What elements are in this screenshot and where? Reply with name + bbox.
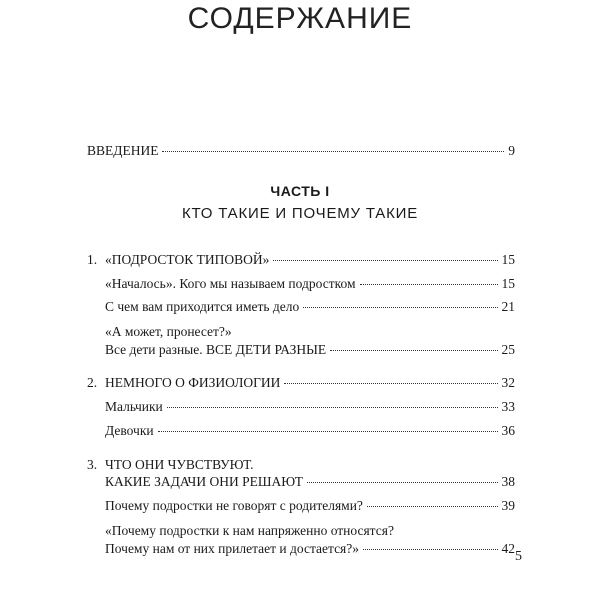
- leader-dots: [303, 307, 497, 308]
- toc-entry-title: Мальчики: [105, 399, 163, 414]
- leader-dots: [158, 431, 498, 432]
- toc-entry-title: Все дети разные. ВСЕ ДЕТИ РАЗНЫЕ: [105, 342, 327, 357]
- toc-chapter-3[interactable]: [105, 474, 515, 490]
- part-subtitle: КТО ТАКИЕ И ПОЧЕМУ ТАКИЕ: [181, 205, 419, 222]
- toc-entry-page: 42: [501, 541, 515, 556]
- leader-dots: [307, 482, 498, 483]
- leader-dots: [162, 151, 504, 152]
- leader-dots: [363, 549, 497, 550]
- toc-section[interactable]: [105, 276, 515, 292]
- toc-entry-page: 15: [501, 276, 515, 291]
- toc-section[interactable]: [105, 299, 515, 315]
- toc-entry-page: 33: [501, 399, 515, 414]
- leader-dots: [330, 350, 497, 351]
- toc-section[interactable]: [105, 342, 515, 358]
- chapter-number: 2.: [87, 375, 98, 390]
- toc-section[interactable]: [105, 399, 515, 415]
- toc-entry-title: КАКИЕ ЗАДАЧИ ОНИ РЕШАЮТ: [105, 474, 303, 489]
- toc-entry-title: Девочки: [105, 423, 154, 438]
- toc-entry-page: 32: [501, 375, 515, 390]
- toc-chapter-1[interactable]: [105, 252, 515, 268]
- leader-dots: [367, 506, 498, 507]
- toc-entry-title-line1: ЧТО ОНИ ЧУВСТВУЮТ.: [105, 457, 254, 472]
- page-number: 5: [515, 549, 522, 564]
- toc-entry-title: «ПОДРОСТОК ТИПОВОЙ»: [105, 252, 270, 267]
- toc-section[interactable]: [105, 498, 515, 514]
- toc-entry-intro[interactable]: [87, 143, 515, 159]
- toc-entry-page: 25: [501, 342, 515, 357]
- toc-entry-page: 39: [501, 498, 515, 513]
- toc-entry-page: 9: [508, 143, 515, 158]
- leader-dots: [167, 407, 498, 408]
- chapter-number: 1.: [87, 252, 98, 267]
- toc-entry-title: «Началось». Кого мы называем подростком: [105, 276, 356, 291]
- page-title: СОДЕРЖАНИЕ: [187, 2, 413, 35]
- toc-entry-title-line1: «А может, пронесет?»: [105, 324, 232, 339]
- toc-entry-page: 15: [501, 252, 515, 267]
- toc-entry-title: С чем вам приходится иметь дело: [105, 299, 300, 314]
- toc-chapter-2[interactable]: [105, 375, 515, 391]
- toc-entry-page: 21: [501, 299, 515, 314]
- toc-entry-title-line1: «Почему подростки к нам напряженно относятся?: [105, 523, 394, 538]
- toc-section[interactable]: [105, 423, 515, 439]
- leader-dots: [284, 383, 497, 384]
- toc-entry-title: НЕМНОГО О ФИЗИОЛОГИИ: [105, 375, 281, 390]
- leader-dots: [273, 260, 497, 261]
- leader-dots: [360, 284, 498, 285]
- chapter-number: 3.: [87, 457, 98, 472]
- part-label: ЧАСТЬ I: [270, 183, 330, 199]
- toc-entry-title: Почему подростки не говорят с родителями?: [105, 498, 363, 513]
- toc-section[interactable]: [105, 541, 515, 557]
- toc-entry-title: Почему нам от них прилетает и достается?»: [105, 541, 360, 556]
- toc-entry-title: ВВЕДЕНИЕ: [87, 143, 159, 158]
- toc-entry-page: 36: [501, 423, 515, 438]
- toc-entry-page: 38: [501, 474, 515, 489]
